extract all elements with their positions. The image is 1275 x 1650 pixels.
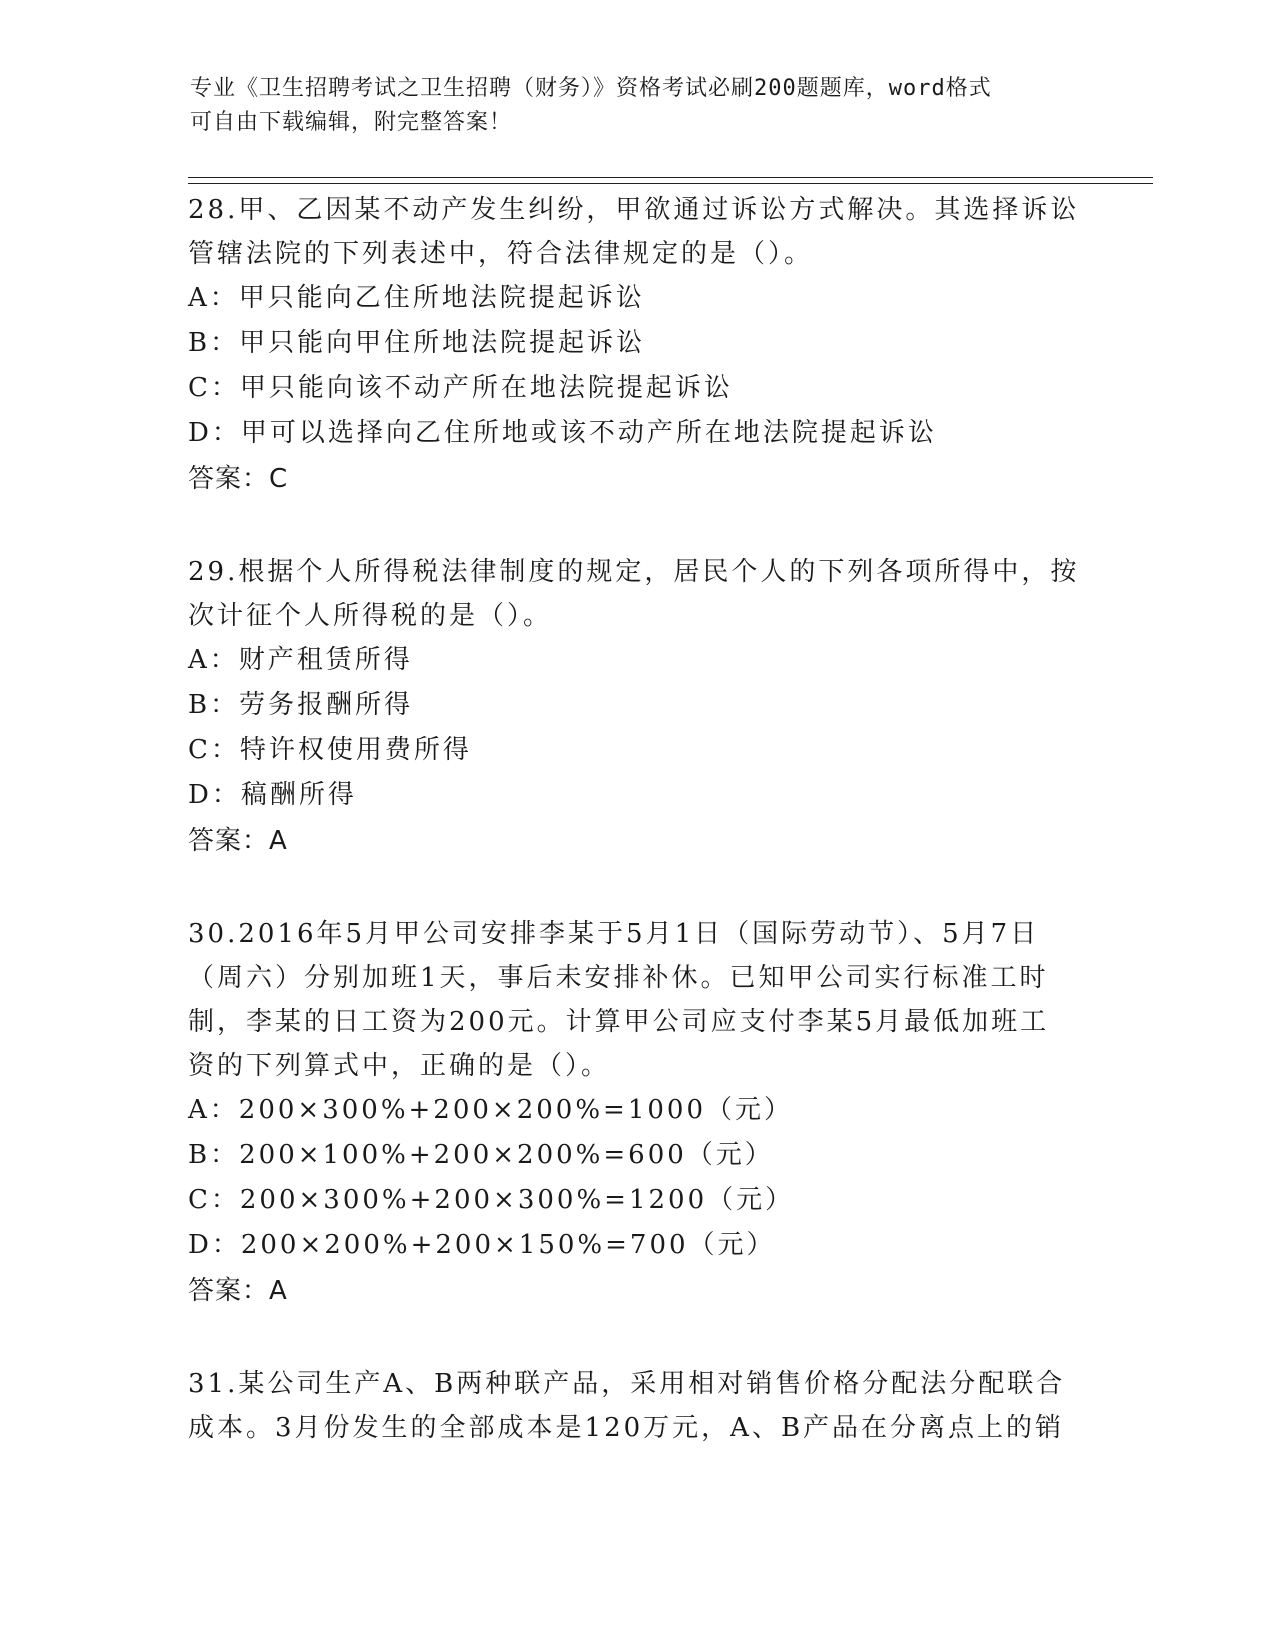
option-d: D：甲可以选择向乙住所地或该不动产所在地法院提起诉讼: [188, 418, 937, 448]
option-c: C：200×300%+200×300%=1200（元）: [188, 1185, 795, 1215]
question-text-line: 31.某公司生产A、B两种联产品，采用相对销售价格分配法分配联合: [188, 1369, 1066, 1399]
header-divider-top: [188, 177, 1153, 178]
document-header: [190, 72, 1090, 140]
question-list: [188, 188, 1088, 1498]
question-29: [188, 550, 1088, 864]
option-d: D：稿酬所得: [188, 780, 357, 810]
option-b: B：200×100%+200×200%=600（元）: [188, 1140, 774, 1170]
option-a: A：财产租赁所得: [188, 645, 413, 675]
answer-line: 答案：C: [188, 464, 289, 494]
header-divider-bottom: [188, 183, 1153, 184]
option-b: B：甲只能向甲住所地法院提起诉讼: [188, 328, 646, 358]
question-28: [188, 188, 1088, 502]
option-a: A：甲只能向乙住所地法院提起诉讼: [188, 283, 645, 313]
question-text-line: 次计征个人所得税的是（）。: [188, 601, 553, 631]
question-text-line: 制，李某的日工资为200元。计算甲公司应支付李某5月最低加班工: [188, 1007, 1050, 1037]
question-30: [188, 912, 1088, 1314]
header-title-line-1: 专业《卫生招聘考试之卫生招聘（财务）》资格考试必刷200题题库，word格式: [190, 76, 992, 101]
question-text-line: （周六）分别加班1天，事后未安排补休。已知甲公司实行标准工时: [188, 963, 1049, 993]
answer-line: 答案：A: [188, 826, 288, 856]
option-b: B：劳务报酬所得: [188, 690, 414, 720]
question-text-line: 资的下列算式中，正确的是（）。: [188, 1051, 611, 1081]
option-c: C：特许权使用费所得: [188, 735, 472, 765]
header-title-line-2: 可自由下载编辑，附完整答案！: [190, 110, 513, 135]
question-text-line: 管辖法院的下列表述中，符合法律规定的是（）。: [188, 239, 814, 269]
option-d: D：200×200%+200×150%=700（元）: [188, 1230, 776, 1260]
option-c: C：甲只能向该不动产所在地法院提起诉讼: [188, 373, 733, 403]
question-31: [188, 1362, 1088, 1450]
option-a: A：200×300%+200×200%=1000（元）: [188, 1095, 793, 1125]
question-text-line: 成本。3月份发生的全部成本是120万元，A、B产品在分离点上的销: [188, 1413, 1065, 1443]
question-text-line: 29.根据个人所得税法律制度的规定，居民个人的下列各项所得中，按: [188, 557, 1080, 587]
question-text-line: 30.2016年5月甲公司安排李某于5月1日（国际劳动节）、5月7日: [188, 919, 1040, 949]
answer-line: 答案：A: [188, 1276, 288, 1306]
question-text-line: 28.甲、乙因某不动产发生纠纷，甲欲通过诉讼方式解决。其选择诉讼: [188, 195, 1080, 225]
